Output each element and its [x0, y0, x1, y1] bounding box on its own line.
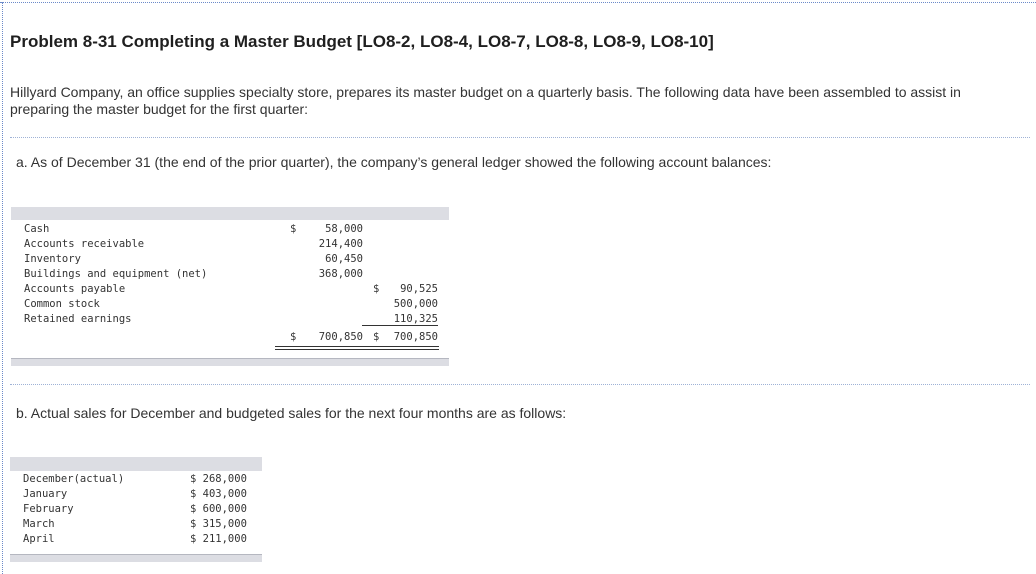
sales-table	[10, 457, 262, 567]
account-label: Retained earnings	[24, 313, 132, 325]
sales-header-band	[10, 457, 262, 471]
debit-amount: 60,450	[325, 253, 363, 265]
account-label: Accounts receivable	[24, 238, 145, 250]
month-label: March	[23, 518, 55, 530]
total-credit-dollar-sign: $	[373, 331, 380, 343]
sales-amount: $ 211,000	[190, 533, 247, 545]
debit-amount: 214,400	[318, 238, 363, 250]
ledger-row	[11, 282, 449, 297]
total-double-underline-second	[275, 349, 439, 350]
sales-amount: $ 403,000	[190, 488, 247, 500]
sales-row	[10, 502, 262, 517]
sales-amount: $ 600,000	[190, 503, 247, 515]
part-a-text: a. As of December 31 (the end of the prior quarter), the company’s general ledger showed the following account balances:	[16, 154, 772, 170]
credit-amount: 110,325	[393, 313, 438, 325]
account-label: Common stock	[24, 298, 100, 310]
ledger-table	[11, 207, 449, 367]
account-label: Inventory	[24, 253, 81, 265]
month-label: February	[23, 503, 74, 515]
part-b-text: b. Actual sales for December and budgeted sales for the next four months are as follows:	[16, 405, 567, 421]
frame-left-border	[2, 2, 3, 574]
sales-row	[10, 472, 262, 487]
month-label: April	[23, 533, 55, 545]
account-label: Accounts payable	[24, 283, 126, 295]
intro-paragraph: Hillyard Company, an office supplies specialty store, prepares its master budget on a quarterly basis. The following data have been assembled to assist in preparing the master budget for the first quarter:	[10, 84, 961, 117]
total-credit-amount: 700,850	[393, 331, 438, 343]
credit-underline	[362, 325, 438, 326]
total-debit-amount: 700,850	[318, 331, 363, 343]
section-divider	[10, 137, 1030, 138]
credit-amount: 90,525	[400, 283, 438, 295]
frame-top-border	[0, 2, 1036, 3]
credit-amount: 500,000	[393, 298, 438, 310]
sales-footer-band	[10, 554, 262, 562]
section-divider	[10, 384, 1030, 385]
debit-amount: 58,000	[325, 223, 363, 235]
ledger-row	[11, 252, 449, 267]
month-label: January	[23, 488, 68, 500]
problem-title: Problem 8-31 Completing a Master Budget [LO8-2, LO8-4, LO8-7, LO8-8, LO8-9, LO8-10]	[10, 32, 714, 51]
sales-row	[10, 517, 262, 532]
sales-row	[10, 532, 262, 547]
ledger-row	[11, 237, 449, 252]
debit-dollar-sign: $	[290, 223, 297, 235]
ledger-row	[11, 267, 449, 282]
ledger-footer-band	[11, 358, 449, 366]
ledger-row	[11, 297, 449, 312]
sales-amount: $ 315,000	[190, 518, 247, 530]
total-double-underline	[275, 346, 439, 347]
account-label: Buildings and equipment (net)	[24, 268, 208, 280]
sales-amount: $ 268,000	[190, 473, 247, 485]
ledger-row	[11, 222, 449, 237]
ledger-total-row	[11, 330, 449, 345]
total-debit-dollar-sign: $	[290, 331, 297, 343]
ledger-header-band	[11, 207, 449, 220]
credit-dollar-sign: $	[373, 283, 380, 295]
sales-row	[10, 487, 262, 502]
month-label: December(actual)	[23, 473, 125, 485]
debit-amount: 368,000	[318, 268, 363, 280]
account-label: Cash	[24, 223, 50, 235]
